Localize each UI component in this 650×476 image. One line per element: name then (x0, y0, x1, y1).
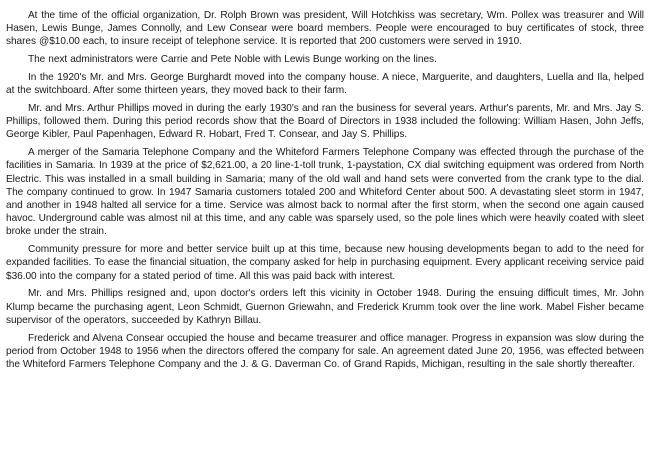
paragraph-samaria-merger: A merger of the Samaria Telephone Company and the Whiteford Farmers Telephone Company was effected through the purchase of the facilities in Samaria. In 1939 at the price of $2,621.00, a 20 line-1-toll trunk, 1-paystation, CX dial switching equipment was ordered from North Electric. This was installed in a small building in Samaria; many of the old wall and hand sets were converted from the crank type to the dial. The company continued to grow. In 1947 Samaria customers totaled 200 and Whiteford Center about 500. A devastating sleet storm in 1947, and another in 1948 halted all service for a time. Service was almost back to normal after the first storm, when the second one again caused havoc. Underground cable was almost nil at this time, and any cable was sparsely used, so the pole lines which were heavily coated with sleet broke under the strain. (6, 147, 644, 238)
paragraph-phillips-1930s: Mr. and Mrs. Arthur Phillips moved in during the early 1930's and ran the business for several years. Arthur's parents, Mr. and Mrs. Jay S. Phillips, followed them. During this period records show that the Board of Directors in 1938 included the following: William Hasen, John Jeffs, George Kibler, Paul Papenhagen, Edward R. Hobart, Fred T. Consear, and Jay S. Phillips. (6, 103, 644, 141)
paragraph-noble-administrators: The next administrators were Carrie and Pete Noble with Lewis Bunge working on the lines. (28, 54, 437, 66)
paragraph-consear-sale: Frederick and Alvena Consear occupied the house and became treasurer and office manager. Progress in expansion was slow during the period from October 1948 to 1956 when the directors offered the company for sale. An agreement dated June 20, 1956, was effected between the Whiteford Farmers Telephone Company and the J. & G. Daverman Co. of Grand Rapids, Michigan, resulting in the sale shortly thereafter. (6, 332, 644, 371)
paragraph-phillips-resignation: Mr. and Mrs. Phillips resigned and, upon doctor's orders left this vicinity in October 1948. During the ensuing difficult times, Mr. John Klump became the purchasing agent, Leon Schmidt, Guernon Griewahn, and Frederick Krumm took over the line work. Mabel Fisher became supervisor of the operators, succeeded by Kathryn Billau. (6, 288, 644, 326)
paragraph-board-1910: At the time of the official organization, Dr. Rolph Brown was president, Will Hotchkiss was secretary, Wm. Pollex was treasurer and Will Hasen, Lewis Bunge, James Connolly, and Lew Consear were board members. People were encouraged to buy certificates of stock, three shares @$10.00 each, to insure receipt of telephone service. It is reported that 200 customers were served in 1910. (6, 10, 644, 48)
paragraph-burghardt-1920s: In the 1920's Mr. and Mrs. George Burghardt moved into the company house. A niece, Marguerite, and daughters, Luella and Ila, helped at the switchboard. After some thirteen years, they moved back to their farm. (6, 72, 644, 97)
paragraph-community-pressure: Community pressure for more and better service built up at this time, because new housing developments began to add to the need for expanded facilities. To ease the financial situation, the company asked for help in purchasing equipment. Every applicant receiving service paid $36.00 into the company for a stated period of time. All this was paid back with interest. (6, 244, 644, 282)
